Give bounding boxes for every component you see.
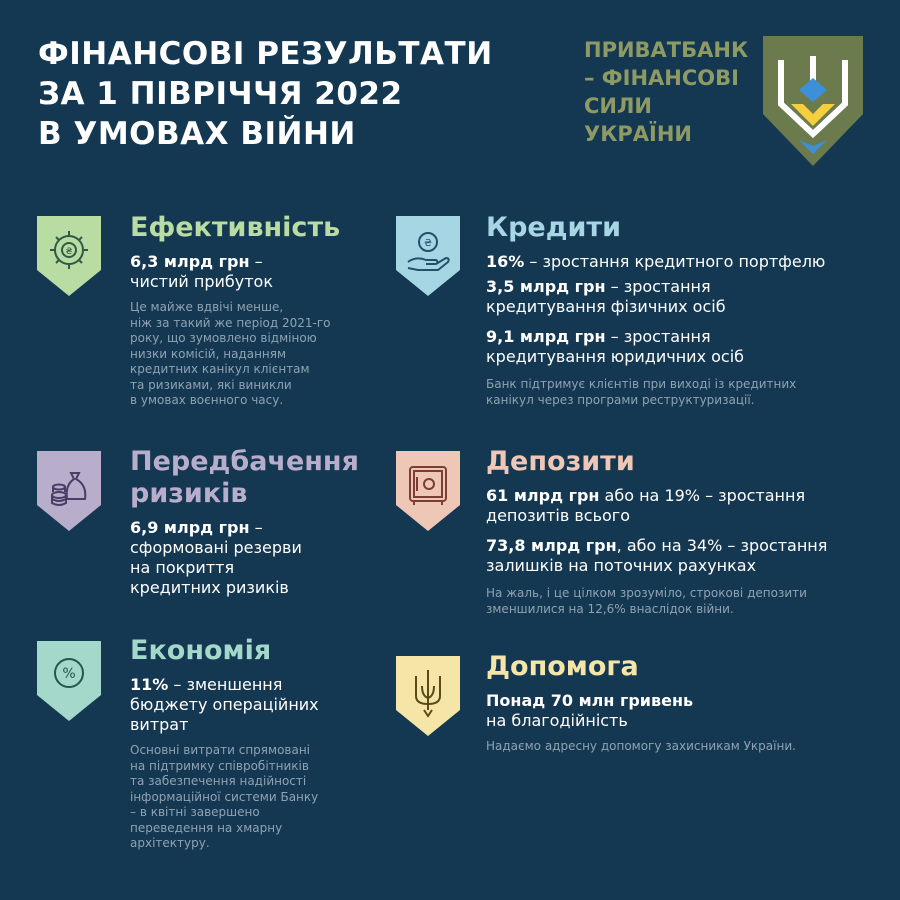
note-line: в умовах воєнного часу. — [130, 393, 284, 407]
hand-coin-icon — [396, 216, 460, 296]
title-line: ФІНАНСОВІ РЕЗУЛЬТАТИ — [38, 36, 493, 72]
section-title: Депозити — [486, 446, 635, 477]
note-line: – в квітні завершено — [130, 805, 260, 819]
value: 73,8 млрд грн — [486, 536, 617, 555]
note-line: низки комісій, наданням — [130, 346, 287, 361]
note-line: інформаційної системи Банку — [130, 789, 319, 804]
note — [130, 743, 380, 852]
safe-icon — [396, 451, 460, 531]
note — [486, 377, 886, 408]
description: на покриття — [130, 558, 235, 577]
brand-line: – ФІНАНСОВІ — [584, 66, 739, 90]
value-rest: – зростання — [605, 327, 711, 346]
note-line: архітектуру. — [130, 836, 210, 850]
section-title: Допомога — [486, 651, 639, 682]
note-line: ніж за такий же період 2021-го — [130, 315, 331, 330]
note-line: Це майже вдвічі менше, — [130, 300, 284, 314]
section-title: Економія — [130, 635, 272, 666]
description: депозитів всього — [486, 506, 630, 525]
note — [486, 739, 886, 755]
value: 16% — [486, 252, 525, 271]
value-rest: або на 19% – зростання — [599, 486, 806, 505]
note-line: На жаль, і це цілком зрозуміло, строкові депозити — [486, 586, 807, 600]
value: 6,9 млрд грн — [130, 518, 250, 537]
gear-coin-icon — [37, 216, 101, 296]
svg-text:₴: ₴ — [65, 247, 73, 257]
note-line: та забезпечення надійності — [130, 774, 307, 788]
trident-icon — [396, 656, 460, 736]
description: залишків на поточних рахунках — [486, 556, 757, 575]
note-line: Банк підтримує клієнтів при виході із кредитних — [486, 377, 797, 391]
description: бюджету операційних — [130, 695, 319, 714]
value: 9,1 млрд грн — [486, 327, 606, 346]
value-rest: – зростання кредитного портфелю — [524, 252, 826, 271]
svg-text:₴: ₴ — [424, 238, 432, 249]
page-title — [38, 34, 558, 154]
value: 6,3 млрд грн — [130, 252, 250, 271]
note — [130, 300, 380, 409]
value: 61 млрд грн — [486, 486, 600, 505]
note-line: канікул через програми реструктуризації. — [486, 392, 755, 407]
value-rest: – — [249, 252, 263, 271]
section-title: Ефективність — [130, 212, 341, 243]
note-line: кредитних канікул клієнтам — [130, 362, 310, 376]
value-rest: – — [249, 518, 263, 537]
svg-text:%: % — [62, 666, 76, 682]
brand-line: ПРИВАТБАНК — [584, 38, 749, 62]
description: кредитування юридичних осіб — [486, 347, 745, 366]
brand-name — [584, 36, 749, 148]
description: чистий прибуток — [130, 272, 273, 291]
description: сформовані резерви — [130, 538, 302, 557]
title-line: В УМОВАХ ВІЙНИ — [38, 116, 356, 152]
description: витрат — [130, 715, 189, 734]
note-line: та ризиками, які виникли — [130, 377, 292, 392]
value: 3,5 млрд грн — [486, 277, 606, 296]
note-line: на підтримку співробітників — [130, 758, 309, 773]
note-line: зменшилися на 12,6% внаслідок війни. — [486, 601, 734, 616]
note-line: року, що зумовлено відміною — [130, 331, 317, 345]
brand-line: УКРАЇНИ — [584, 122, 692, 146]
value-rest: – зростання — [605, 277, 711, 296]
section-title: Кредити — [486, 212, 621, 243]
value-rest: – зменшення — [168, 675, 283, 694]
description: кредитування фізичних осіб — [486, 297, 726, 316]
description: на благодійність — [486, 711, 628, 730]
value: 11% — [130, 675, 169, 694]
description: кредитних ризиків — [130, 578, 289, 597]
note-line: Надаємо адресну допомогу захисникам України. — [486, 739, 796, 753]
value: Понад 70 млн гривень — [486, 691, 694, 710]
tryzub-crest-icon — [761, 34, 865, 168]
section-title: Передбачення — [130, 446, 359, 477]
note-line: Основні витрати спрямовані — [130, 743, 311, 757]
brand-line: СИЛИ — [584, 94, 653, 118]
value-rest: , або на 34% – зростання — [616, 536, 828, 555]
section-title: ризиків — [130, 478, 248, 509]
note — [486, 586, 886, 617]
money-bag-icon — [37, 451, 101, 531]
note-line: переведення на хмарну — [130, 820, 283, 835]
percent-icon — [37, 641, 101, 721]
title-line: ЗА 1 ПІВРІЧЧЯ 2022 — [38, 76, 403, 112]
